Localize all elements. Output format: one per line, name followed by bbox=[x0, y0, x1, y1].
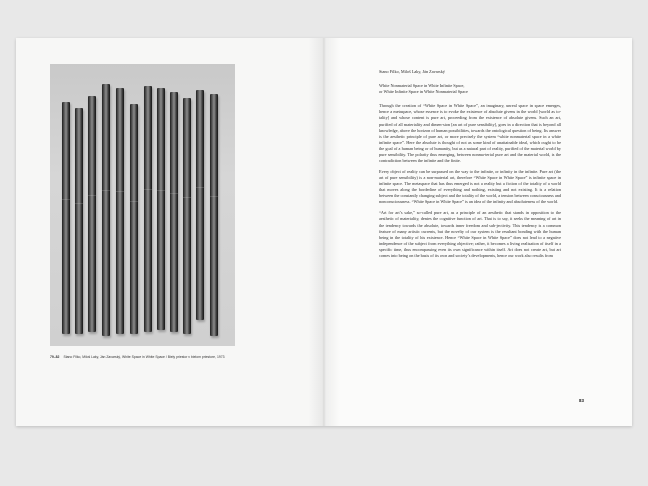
caption-text: Stano Filko, Miloš Laky, Ján Zavarský, White Space in White Space / Biely priestor v bielom priestore, 1973 bbox=[63, 355, 225, 359]
caption-figure-number: 79–82 bbox=[50, 355, 60, 359]
essay-title-line-2: or White Infinite Space in White Nonmaterial Space bbox=[379, 89, 468, 95]
book-gutter bbox=[308, 38, 340, 426]
rod bbox=[130, 104, 138, 334]
rod bbox=[144, 86, 152, 332]
figure-caption bbox=[50, 355, 250, 360]
essay-title-line-1: White Nonmaterial Space in White Infinite Space, bbox=[379, 83, 465, 89]
essay-title bbox=[379, 83, 561, 95]
rod bbox=[88, 96, 96, 332]
authors: Stano Filko, Miloš Laky, Ján Zavarský bbox=[379, 69, 445, 74]
rod bbox=[157, 88, 165, 330]
rod bbox=[102, 84, 110, 336]
page-number: 83 bbox=[579, 398, 584, 403]
rod bbox=[75, 108, 83, 334]
right-page bbox=[324, 38, 632, 426]
rod bbox=[210, 94, 218, 336]
essay-text bbox=[379, 69, 561, 264]
rod bbox=[183, 98, 191, 334]
left-page bbox=[16, 38, 324, 426]
rod bbox=[62, 102, 70, 334]
paragraph: “Art for art’s sake,” so-called pure art, as a principle of an aesthetic that stands in opposition to the aesthetic of materiality, denies the cognitive function of art. That is to say, it seeks the meaning of art in the tendency towards the absolute, towards inner freedom and sub-jectivity. This tendency is a common feature of many artistic currents, but the novelty of our system is the resultant bonding with the human being in the totality of his existence. Hence “White Space in White Space” does not lead to a negative independence of the subject from everything objective; rather, it becomes a living realisation of itself in a specific time, thus encompassing even its own significance within itself. Art does not create art, but art comes into being on the basis of its own and society’s developments, hence our work also results from bbox=[379, 210, 561, 259]
rod bbox=[170, 92, 178, 332]
rod bbox=[196, 90, 204, 320]
open-book bbox=[16, 38, 632, 426]
paragraph: Through the creation of “White Space in White Space”, an imaginary, unreal space in space emerges, hence a metaspace, whose essence is to evoke the existence of absolute givens in the world [world as to-tality] and whose content is pure art, proceeding from the existence of absolute givens. Such an art, purified of all materiality and dimen-sion [an art of pure sensibility], goes in a direction that is beyond all knowledge, above the horizon of human possibilities, towards the ontological question of being. Its answer is the aesthetic principle of pure art, or more precisely the system “white nonmaterial space in a white infinite space”. Here the absolute is thought of not as some kind of unattainable ideal, which ought to be the goal of a human being or of humanity, but as a natural part of reality, purified of the material world by pure sensibility. The polarity thus emerging, between nonma-terial pure art and the material world, is the contradiction between the infinite and the finite. bbox=[379, 103, 561, 164]
rod bbox=[116, 88, 124, 334]
artwork-photo bbox=[50, 64, 235, 346]
paragraph: Every object of reality can be surpassed on the way to the infinite, or infinity in the infinite. Pure art (the art of pure sensibility) is a non-material art, therefore “White Space in White Space” is infinite space in infinite space. The metaspace that has thus emerged is not a reality but a fiction of the totality of a world that moves along the borderline of everything and nothing, existing and not existing. It is a relation between the constantly changing subject and the totality of the world, a tension between consciousness and nonconsciousness. “White Space in White Space” is an idea of the infinity and absoluteness of the world. bbox=[379, 169, 561, 205]
